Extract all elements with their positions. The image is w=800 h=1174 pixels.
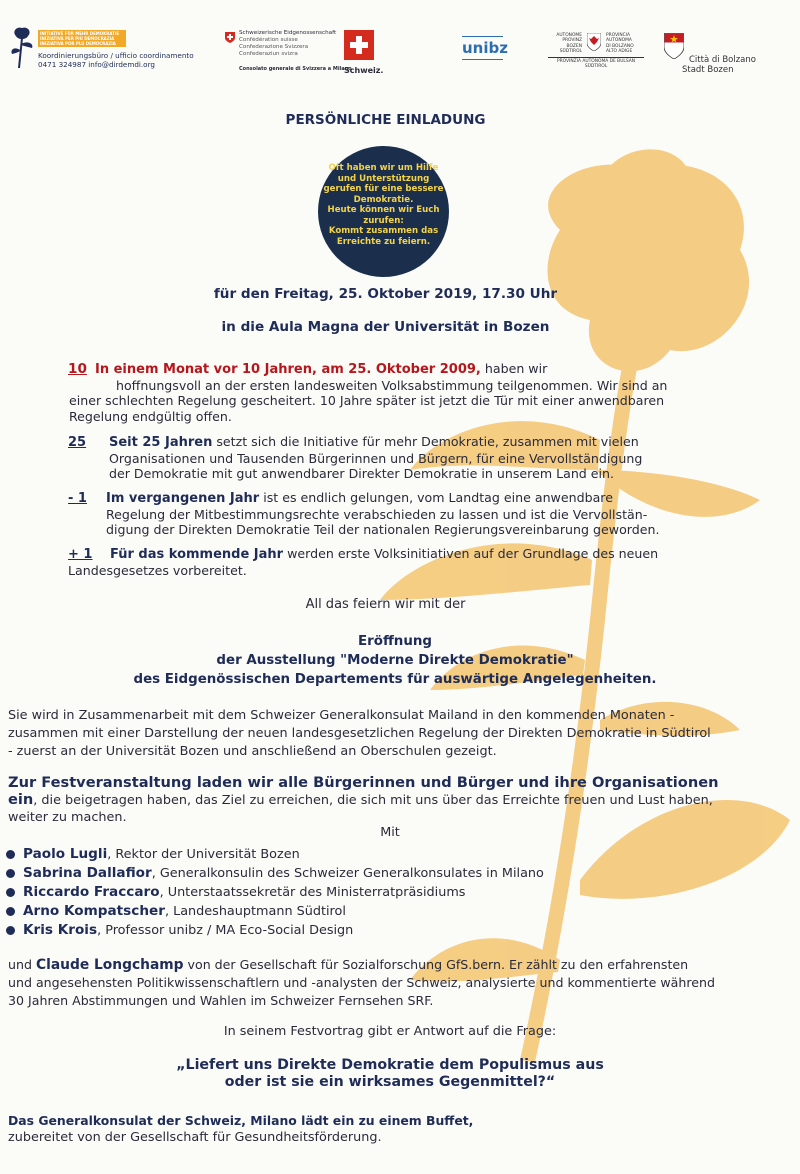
exhibit-line-2: zusammen mit einer Darstellung der neuen landesgesetzlichen Regelung der Direkten Demokratie in Südtirol bbox=[8, 726, 711, 741]
guest-name: Riccardo Fraccaro bbox=[23, 884, 160, 900]
bullet-icon bbox=[6, 869, 15, 878]
milestone-plus-1-line1: werden erste Volksinitiativen auf der Grundlage des neuen bbox=[283, 546, 659, 561]
milestone-minus-1-bold: Im vergangenen Jahr bbox=[106, 491, 260, 506]
question-line-2: oder ist sie ein wirksames Gegenmittel?“ bbox=[224, 1074, 556, 1090]
badge-line-5: Heute können wir Euch bbox=[327, 205, 440, 215]
celebrate-line: All das feiern wir mit der bbox=[305, 597, 466, 612]
province-logo[interactable] bbox=[548, 33, 648, 71]
exhibit-line-1: Sie wird in Zusammenarbeit mit dem Schweizer Generalkonsulat Mailand in den kommenden Monaten - bbox=[8, 708, 675, 723]
milestone-plus-1 bbox=[68, 546, 768, 578]
speaker-line-2: und angesehensten Politikwissenschaftlern und -analysten der Schweiz, analysierte und kommentierte während bbox=[8, 975, 715, 990]
bolzano-logo[interactable] bbox=[662, 33, 772, 73]
invitation-title: PERSÖNLICHE EINLADUNG bbox=[285, 112, 486, 128]
invite-bold-ein: ein bbox=[8, 791, 34, 808]
milestone-25-rest-2: der Demokratie mit gut anwendbarer Direkter Demokratie in unserem Land ein. bbox=[109, 466, 615, 481]
guest-name: Paolo Lugli bbox=[23, 846, 108, 862]
eagle-coat-of-arms-icon bbox=[587, 33, 601, 51]
opening-line-2: der Ausstellung "Moderne Direkte Demokratie" bbox=[216, 653, 574, 668]
badge-line-7: Kommt zusammen das bbox=[328, 226, 439, 236]
swiss-consulate: Consolato generale di Svizzera a Milano bbox=[239, 66, 352, 72]
bullet-icon bbox=[6, 926, 15, 935]
province-left-4: SÜDTIROL bbox=[559, 49, 582, 55]
province-right-3: DI BOLZANO bbox=[606, 43, 634, 49]
guest-name: Kris Krois bbox=[23, 922, 98, 938]
milestone-25-bold: Seit 25 Jahren bbox=[109, 435, 213, 450]
province-right-4: ALTO ADIGE bbox=[606, 49, 633, 55]
guest-role: , Generalkonsulin des Schweizer Generalkonsulates in Milano bbox=[151, 866, 544, 881]
buffet-bold: Das Generalkonsulat der Schweiz, Milano lädt ein zu einem Buffet, bbox=[8, 1113, 474, 1128]
milestone-minus-1 bbox=[68, 490, 768, 538]
milestone-10-rest-1: hoffnungsvoll an der ersten landesweiten Volksabstimmung teilgenommen. Wir sind an bbox=[116, 377, 668, 393]
guest-role: , Landeshauptmann Südtirol bbox=[164, 904, 346, 919]
unibz-text: unibz bbox=[462, 39, 508, 57]
ddm-line-1: INITIATIVE FÜR MEHR DEMOKRATIE bbox=[40, 31, 120, 36]
speaker-line-1: von der Gesellschaft für Sozialforschung GfS.bern. Er zählt zu den erfahrensten bbox=[183, 957, 689, 972]
milestone-plus-1-num: + 1 bbox=[68, 547, 93, 562]
guest-role: , Professor unibz / MA Eco-Social Design bbox=[97, 923, 354, 938]
province-bottom-2: SÜDTIROL bbox=[584, 64, 608, 70]
guest-role: , Rektor der Universität Bozen bbox=[107, 847, 300, 862]
badge-line-3: gerufen für eine bessere bbox=[323, 184, 444, 194]
speaker-line-3: 30 Jahren Abstimmungen und Wahlen im Schweizer Fernsehen SRF. bbox=[8, 993, 434, 1008]
bullet-icon bbox=[6, 907, 15, 916]
swiss-flag-icon bbox=[344, 30, 374, 60]
speaker-paragraph bbox=[8, 956, 798, 1010]
question-line-1: „Liefert uns Direkte Demokratie dem Populismus aus bbox=[176, 1057, 604, 1073]
bolzano-shield-icon bbox=[664, 33, 684, 59]
swiss-logo[interactable] bbox=[225, 30, 385, 80]
milestone-25-rest-1: Organisationen und Tausenden Bürgerinnen und Bürgern, für eine Vervollständigung bbox=[109, 450, 643, 466]
swiss-line-4: Confederaziun svizra bbox=[239, 51, 298, 57]
milestone-25-num: 25 bbox=[68, 435, 87, 450]
province-left-1: AUTONOME bbox=[556, 33, 582, 38]
buffet-paragraph bbox=[8, 1112, 473, 1146]
speaker-pre: und bbox=[8, 957, 36, 972]
speaker-name: Claude Longchamp bbox=[35, 957, 184, 973]
swiss-line-1: Schweizerische Eidgenossenschaft bbox=[239, 30, 337, 36]
city-line-1: Città di Bolzano bbox=[689, 55, 756, 65]
exhibit-paragraph bbox=[8, 707, 798, 761]
opening-line-3: des Eidgenössischen Departements für auswärtige Angelegenheiten. bbox=[133, 672, 657, 687]
milestone-plus-1-rest-1: Landesgesetzes vorbereitet. bbox=[68, 562, 247, 578]
swiss-word: Schweiz. bbox=[344, 66, 384, 75]
rose-logo-icon bbox=[10, 24, 36, 70]
ddm-office: Koordinierungsbüro / ufficio coordinamento bbox=[38, 51, 194, 60]
lecture-intro: In seinem Festvortrag gibt er Antwort auf die Frage: bbox=[223, 1024, 557, 1039]
badge-line-4: Demokratie. bbox=[353, 194, 414, 205]
invite-rest-1: , die beigetragen haben, das Ziel zu erreichen, die sich mit uns über das Erreichte freuen und Lust haben, bbox=[33, 793, 713, 808]
milestone-10 bbox=[40, 361, 760, 424]
unibz-logo[interactable] bbox=[462, 36, 508, 60]
guest-item bbox=[6, 902, 544, 921]
invite-bold-line: Zur Festveranstaltung laden wir alle Bürgerinnen und Bürger und ihre Organisationen bbox=[8, 774, 719, 791]
milestone-minus-1-rest-1: Regelung der Mitbestimmungsrechte verabschieden zu lassen und ist die Vervollstän- bbox=[106, 506, 648, 522]
swiss-line-3: Confederazione Svizzera bbox=[239, 44, 309, 50]
buffet-rest: zubereitet von der Gesellschaft für Gesundheitsförderung. bbox=[8, 1130, 382, 1145]
opening-line-1: Eröffnung bbox=[358, 634, 432, 649]
ddm-contact: 0471 324987 info@dirdemdi.org bbox=[38, 60, 155, 69]
province-bottom-1: PROVINZIA AUTONOMA DE BULSAN bbox=[556, 59, 636, 64]
mit-label: Mit bbox=[380, 825, 400, 840]
milestone-plus-1-bold: Für das kommende Jahr bbox=[110, 547, 284, 562]
invite-rest-2: weiter zu machen. bbox=[8, 810, 127, 825]
badge-line-1: Oft haben wir um Hilfe bbox=[328, 163, 439, 173]
lecture-question bbox=[0, 1057, 780, 1091]
exhibit-line-3: - zuerst an der Universität Bozen und anschließend an Oberschulen gezeigt. bbox=[8, 744, 497, 759]
milestone-25-line1: setzt sich die Initiative für mehr Demokratie, zusammen mit vielen bbox=[212, 434, 639, 449]
badge-line-2: und Unterstützung bbox=[337, 173, 430, 184]
milestone-10-rest-3: Regelung endgültig offen. bbox=[69, 408, 232, 424]
milestone-10-rest-2: einer schlechten Regelung gescheitert. 10 Jahre später ist jetzt die Tür mit einer anwendbaren bbox=[69, 393, 665, 408]
guest-item bbox=[6, 921, 544, 940]
province-right-1: PROVINCIA bbox=[606, 33, 631, 38]
guest-role: , Unterstaatssekretär des Ministerratpräsidiums bbox=[159, 885, 466, 900]
guest-list bbox=[6, 845, 544, 940]
guest-name: Sabrina Dallafior bbox=[23, 865, 152, 881]
milestone-25 bbox=[68, 434, 768, 482]
event-date: für den Freitag, 25. Oktober 2019, 17.30 Uhr bbox=[213, 286, 558, 302]
province-left-3: BOZEN bbox=[566, 43, 582, 49]
guest-item bbox=[6, 864, 544, 883]
ddm-line-3: INIZIATIVA POR PLU DEMOCRAZIA bbox=[40, 41, 116, 46]
ddm-line-2: INIZIATIVA PER PIÙ DEMOCRAZIA bbox=[40, 36, 115, 41]
bullet-icon bbox=[6, 850, 15, 859]
bullet-icon bbox=[6, 888, 15, 897]
guest-item bbox=[6, 845, 544, 864]
milestone-10-bold: In einem Monat vor 10 Jahren, am 25. Oktober 2009, bbox=[95, 362, 481, 377]
swiss-shield-icon bbox=[225, 32, 235, 43]
invite-paragraph bbox=[8, 774, 798, 826]
opening-heading bbox=[0, 632, 790, 689]
milestone-10-num: 10 bbox=[68, 361, 87, 377]
province-right-2: AUTONOMA bbox=[606, 38, 632, 44]
badge-line-6: zurufen: bbox=[363, 215, 404, 226]
province-left-2: PROVINZ bbox=[562, 38, 582, 44]
milestone-minus-1-rest-2: digung der Direkten Demokratie Teil der nationalen Regierungsvereinbarung geworden. bbox=[106, 522, 660, 537]
city-line-2: Stadt Bozen bbox=[682, 65, 734, 75]
quote-badge bbox=[318, 146, 449, 277]
milestone-minus-1-line1: ist es endlich gelungen, vom Landtag eine anwendbare bbox=[259, 490, 613, 505]
swiss-line-2: Confédération suisse bbox=[239, 37, 298, 43]
milestone-minus-1-num: - 1 bbox=[68, 491, 87, 506]
event-place: in die Aula Magna der Universität in Bozen bbox=[221, 319, 550, 335]
badge-line-8: Erreichte zu feiern. bbox=[336, 236, 431, 247]
guest-item bbox=[6, 883, 544, 902]
guest-name: Arno Kompatscher bbox=[23, 903, 165, 919]
milestone-10-line1: haben wir bbox=[480, 361, 548, 376]
